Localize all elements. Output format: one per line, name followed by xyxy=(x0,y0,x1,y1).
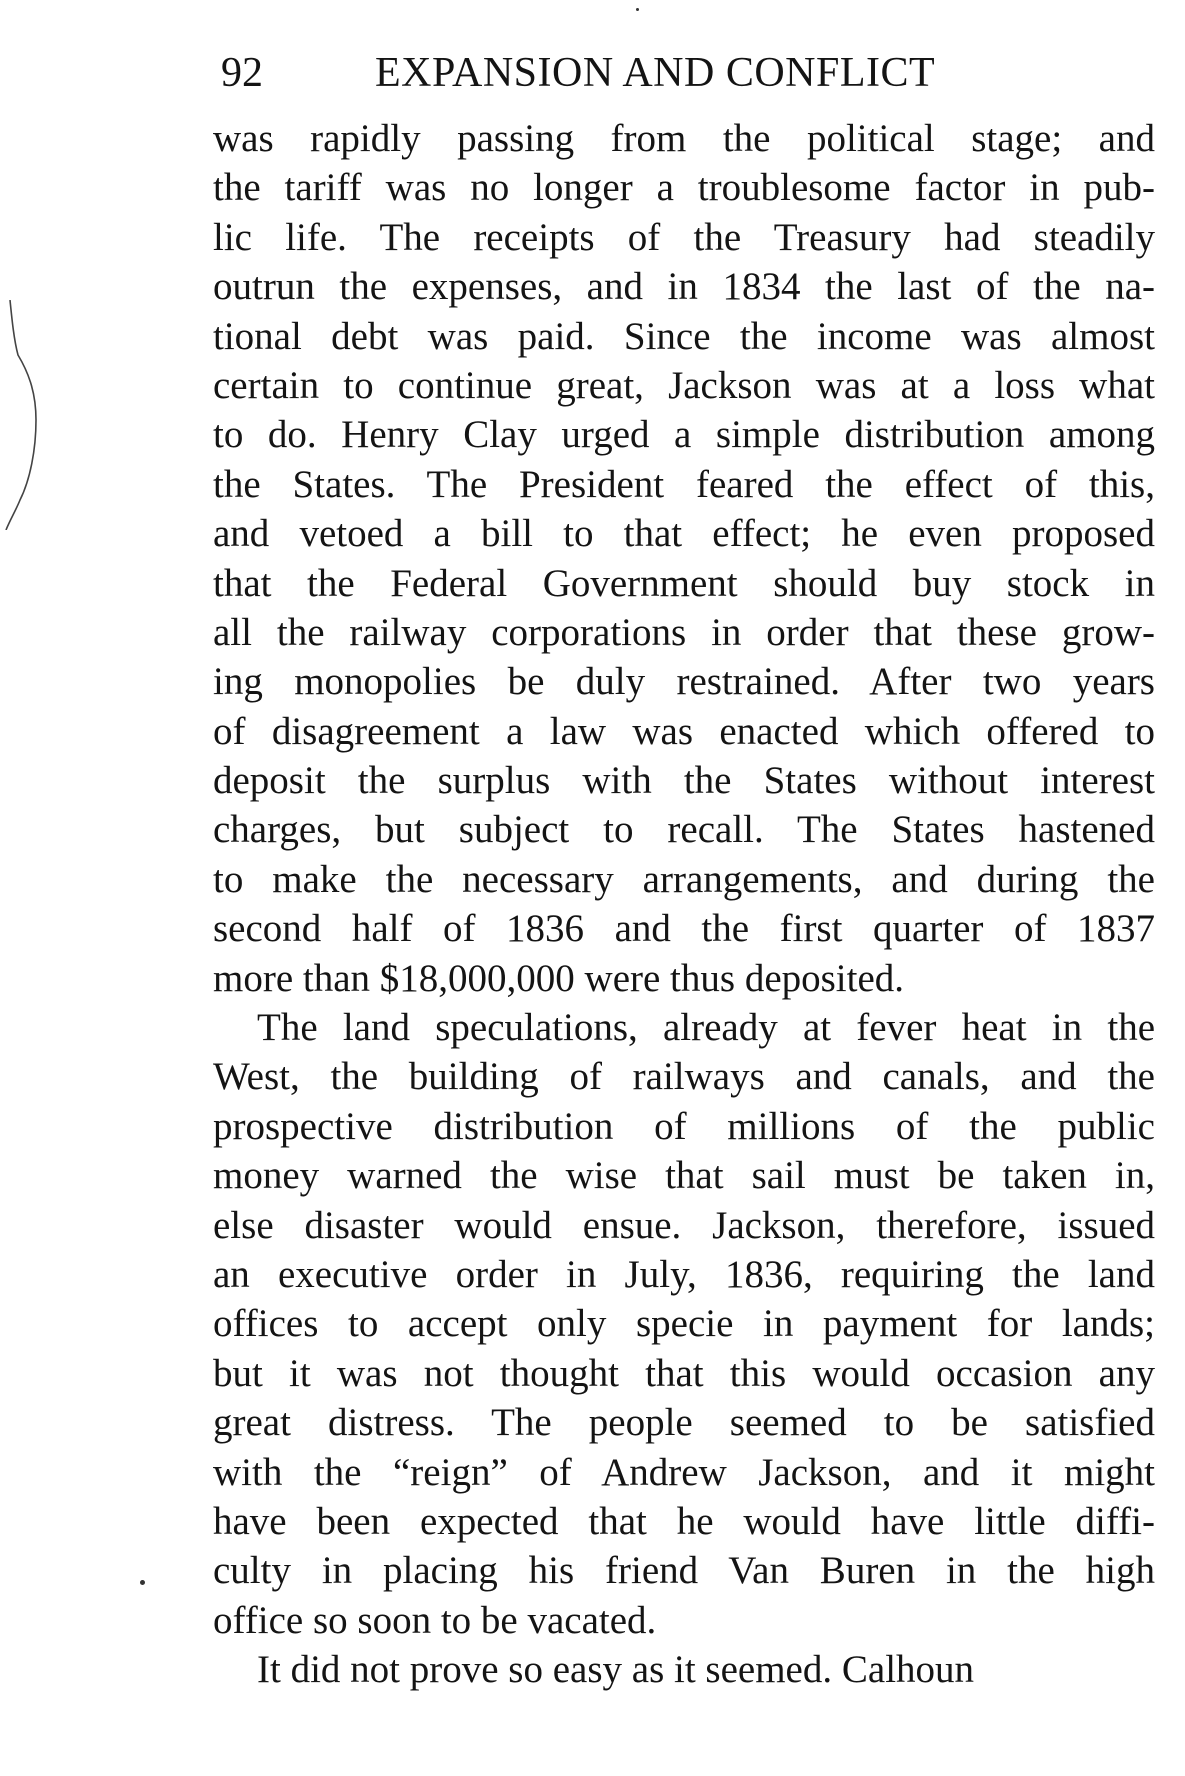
text-line: more than $18,000,000 were thus deposited. xyxy=(213,956,905,1000)
text-line: of disagreement a law was enacted which offered to xyxy=(213,709,1155,753)
text-line: charges, but subject to recall. The States hastened xyxy=(213,808,1155,852)
text-line: office so soon to be vacated. xyxy=(213,1598,657,1642)
margin-pencil-mark xyxy=(4,300,44,530)
text-line: tional debt was paid. Since the income was almost xyxy=(213,314,1155,358)
page-number: 92 xyxy=(221,50,263,96)
paragraph xyxy=(213,1003,1155,1645)
print-speck xyxy=(140,1580,145,1585)
text-line: an executive order in July, 1836, requiring the land xyxy=(213,1252,1155,1296)
text-line: but it was not thought that this would occasion any xyxy=(213,1351,1155,1395)
text-line: else disaster would ensue. Jackson, therefore, issued xyxy=(213,1203,1155,1247)
text-line: the States. The President feared the effect of this, xyxy=(213,462,1155,506)
text-line: have been expected that he would have little diffi- xyxy=(213,1499,1155,1543)
text-line: deposit the surplus with the States without interest xyxy=(213,759,1155,803)
text-line: was rapidly passing from the political stage; and xyxy=(213,117,1155,160)
print-speck xyxy=(636,8,639,11)
text-line: second half of 1836 and the first quarter of 1837 xyxy=(213,907,1155,951)
text-line: prospective distribution of millions of the public xyxy=(213,1104,1155,1148)
text-line: with the “reign” of Andrew Jackson, and it might xyxy=(213,1450,1155,1494)
paragraph xyxy=(213,1645,1155,1694)
text-line: West, the building of railways and canals, and the xyxy=(213,1055,1155,1099)
text-line: great distress. The people seemed to be satisfied xyxy=(213,1401,1155,1445)
text-line: to do. Henry Clay urged a simple distribution among xyxy=(213,413,1155,457)
body-text xyxy=(213,114,1155,1695)
text-line: lic life. The receipts of the Treasury had steadily xyxy=(213,215,1155,259)
page-header xyxy=(221,48,1021,98)
text-line: to make the necessary arrangements, and during the xyxy=(213,857,1155,901)
running-head: EXPANSION AND CONFLICT xyxy=(375,50,936,96)
text-line: ing monopolies be duly restrained. After two years xyxy=(213,660,1155,704)
text-line: outrun the expenses, and in 1834 the last of the na- xyxy=(213,265,1155,309)
text-line: that the Federal Government should buy stock in xyxy=(213,561,1155,605)
text-line: and vetoed a bill to that effect; he even proposed xyxy=(213,512,1155,556)
text-line: It did not prove so easy as it seemed. Calhoun xyxy=(257,1648,975,1692)
text-line: The land speculations, already at fever heat in the xyxy=(257,1006,1155,1050)
text-line: certain to continue great, Jackson was at a loss what xyxy=(213,363,1155,407)
text-line: money warned the wise that sail must be taken in, xyxy=(213,1154,1155,1198)
text-line: the tariff was no longer a troublesome factor in pub- xyxy=(213,166,1155,210)
text-line: offices to accept only specie in payment for lands; xyxy=(213,1302,1155,1346)
text-line: culty in placing his friend Van Buren in the high xyxy=(213,1549,1155,1593)
paragraph xyxy=(213,114,1155,1003)
text-line: all the railway corporations in order that these grow- xyxy=(213,610,1155,654)
